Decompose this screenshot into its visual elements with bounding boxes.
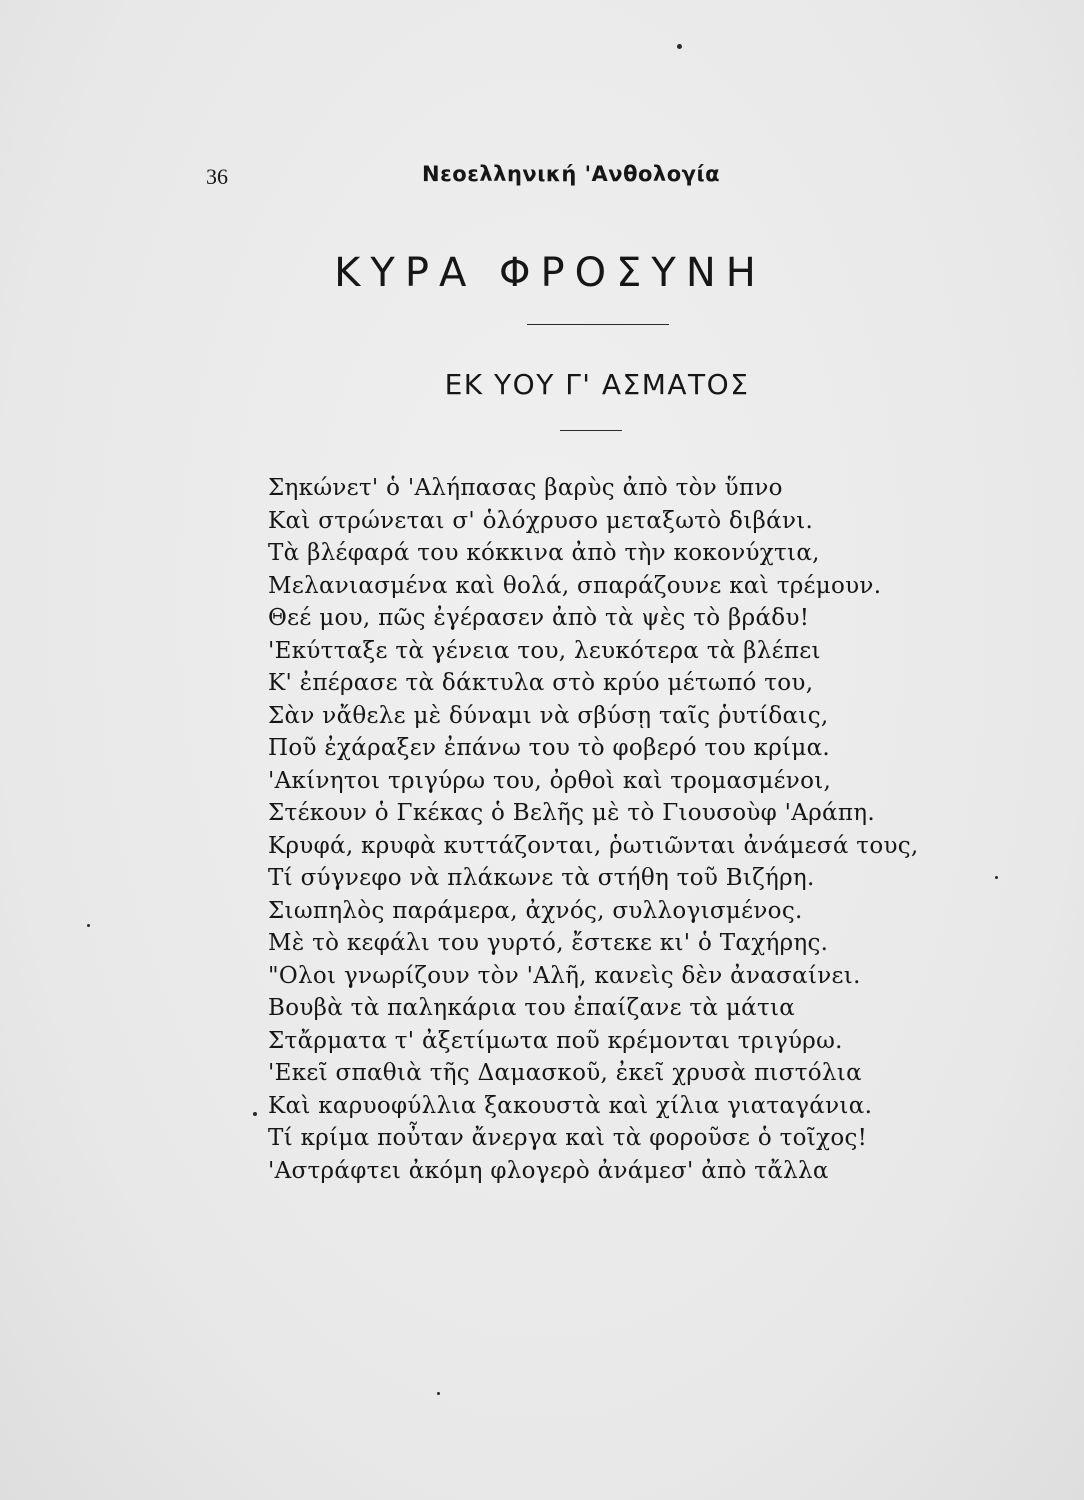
verse-line: Τὰ βλέφαρά του κόκκινα ἀπὸ τὴν κοκονύχτια, [268, 540, 820, 566]
verse-line: Τί σύγνεφο νὰ πλάκωνε τὰ στήθη τοῦ Βιζήρη. [268, 865, 815, 891]
verse-line: Θεέ μου, πῶς ἐγέρασεν ἀπὸ τὰ ψὲς τὸ βράδυ! [268, 605, 810, 631]
running-head [0, 160, 1084, 192]
section-divider [560, 430, 622, 431]
running-title: Νεοελληνική 'Ανθολογία [422, 162, 721, 186]
verse-line: Βουβὰ τὰ παληκάρια του ἐπαίζανε τὰ μάτια [268, 995, 796, 1021]
verse-line: Στἄρματα τ' ἀξετίμωτα ποῦ κρέμονται τριγύρω. [268, 1027, 843, 1054]
paper-speck [253, 1112, 257, 1116]
verse-line: Κρυφά, κρυφὰ κυττάζονται, ῥωτιῶνται ἀνάμεσά τους, [268, 832, 919, 859]
verse-line: Σηκώνετ' ὁ 'Αλήπασας βαρὺς ἀπὸ τὸν ὕπνο [268, 475, 783, 501]
verse-line: Καὶ καρυοφύλλια ξακουστὰ καὶ χίλια γιαταγάνια. [268, 1092, 873, 1119]
verse-line: 'Εκύτταξε τὰ γένεια του, λευκότερα τὰ βλέπει [268, 637, 821, 664]
page-number: 36 [206, 164, 228, 189]
paper-speck [87, 924, 90, 927]
verse-line: 'Αστράφτει ἀκόμη φλογερὸ ἀνάμεσ' ἀπὸ τἄλλα [268, 1157, 829, 1184]
verse-line: Ποῦ ἐχάραξεν ἐπάνω του τὸ φοβερό του κρίμα. [268, 735, 831, 761]
verse-line: Μελανιασμένα καὶ θολά, σπαράζουνε καὶ τρέμουν. [268, 572, 882, 599]
verse-line: 'Εκεῖ σπαθιὰ τῆς Δαμασκοῦ, ἐκεῖ χρυσὰ πιστόλια [268, 1060, 862, 1086]
verse-line: "Ολοι γνωρίζουν τὸν 'Αλῆ, κανεὶς δὲν ἀνασαίνει. [268, 962, 861, 989]
paper-speck [995, 876, 998, 879]
verse-line: Στέκουν ὁ Γκέκας ὁ Βελῆς μὲ τὸ Γιουσοὺφ 'Αράπη. [268, 800, 875, 826]
title-divider [527, 324, 669, 325]
verse-line: Σὰν νἄθελε μὲ δύναμι νὰ σβύσῃ ταῖς ῥυτίδαις, [268, 702, 829, 729]
section-heading: ΕΚ ΥΟΥ Γ' ΑΣΜΑΤΟΣ [444, 368, 750, 401]
poem-verses [268, 472, 968, 1187]
verse-line: Σιωπηλὸς παράμερα, ἀχνός, συλλογισμένος. [268, 897, 803, 924]
poem-title: ΚΥΡΑ ΦΡΟΣΥΝΗ [334, 250, 766, 296]
verse-line: Κ' ἐπέρασε τὰ δάκτυλα στὸ κρύο μέτωπό του, [268, 670, 814, 696]
verse-line: Τί κρίμα ποὖταν ἄνεργα καὶ τὰ φοροῦσε ὁ τοῖχος! [268, 1125, 868, 1151]
paper-speck [437, 1392, 440, 1395]
verse-line: Μὲ τὸ κεφάλι του γυρτό, ἔστεκε κι' ὁ Ταχήρης. [268, 930, 829, 956]
verse-line: Καὶ στρώνεται σ' ὁλόχρυσο μεταξωτὸ διβάνι. [268, 507, 814, 534]
verse-line: 'Ακίνητοι τριγύρω του, ὀρθοὶ καὶ τρομασμένοι, [268, 767, 832, 794]
paper-speck [677, 44, 682, 49]
